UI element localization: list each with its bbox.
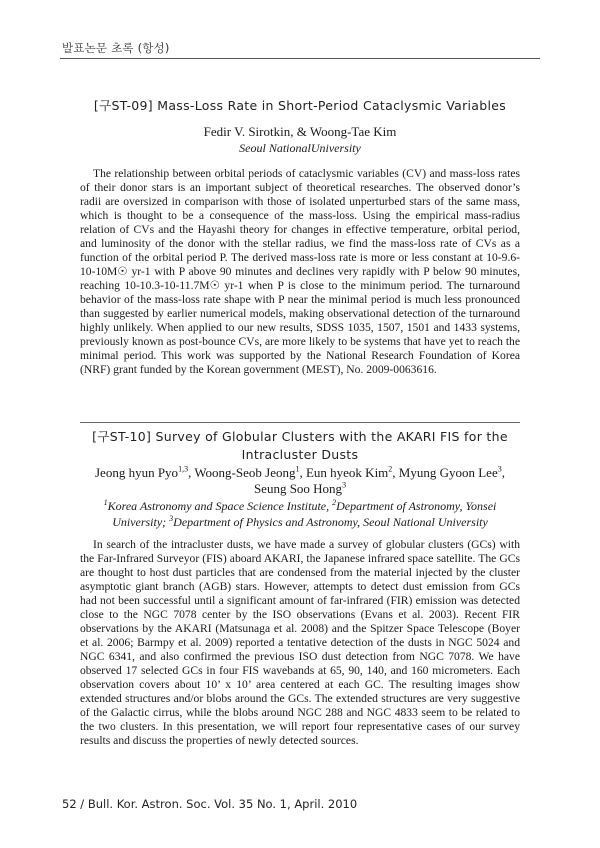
abstract2-title: [구ST-10] Survey of Globular Clusters with the AKARI FIS for the Intracluster Dusts — [92, 429, 508, 462]
abstract1-affiliation: Seoul NationalUniversity — [239, 141, 361, 155]
affiliation-mark: 1 — [103, 498, 108, 507]
author-affiliation-mark: 1,3 — [178, 464, 189, 474]
author-separator: , — [392, 465, 399, 480]
author-affiliation-mark: 1 — [295, 464, 300, 474]
affiliation-text: Department of Astronomy, Yonsei University; — [112, 499, 497, 529]
author-name: Seung Soo Hong — [253, 481, 343, 496]
affiliation-mark: 2 — [332, 498, 337, 507]
author-separator: , — [299, 465, 306, 480]
abstract2-affiliations — [85, 498, 515, 530]
author-separator: , — [188, 465, 195, 480]
author-name: Eun hyeok Kim — [305, 465, 389, 480]
author-affiliation-mark: 3 — [497, 464, 502, 474]
page-header: 발표논문 초록 (항성) — [62, 41, 170, 55]
affiliation-text: Department of Physics and Astronomy, Seoul National University — [173, 515, 488, 529]
abstract1-body: The relationship between orbital periods of cataclysmic variables (CV) and mass-loss rates of their donor stars is an important subject of theoretical researches. The observed donor’s radii are oversized in comparison with those of isolated unperturbed stars of the same mass, which is thought to be a consequence of the mass-loss. Using the empirical mass-radius relation of CVs and the Hayashi theory for changes in effective temperature, orbital period, and luminosity of the donor with the stellar radius, we find the mass-loss rate of CVs as a function of the orbital period P. The derived mass-loss rate is more or less constant at 10-9.6-10-10M☉ yr-1 with P above 90 minutes and declines very rapidly with P below 90 minutes, reaching 10-10.3-10-11.7M☉ yr-1 when P is close to the minimum period. The turnaround behavior of the mass-loss rate shape with P near the minimal period is much less pronounced than suggested by earlier numerical models, making observational detection of the turnaround highly unlikely. When applied to our new results, SDSS 1035, 1507, 1501 and 1433 systems, previously known as post-bounce CVs, are more likely to be systems that have yet to reach the minimal period. This work was supported by the National Research Foundation of Korea (NRF) grant funded by the Korean government (MEST), No. 2009-0063616. — [80, 167, 520, 376]
author-name: Woong-Seob Jeong — [194, 465, 296, 480]
affiliation-text: Korea Astronomy and Space Science Institute, — [107, 499, 333, 513]
author-separator: , — [501, 465, 505, 480]
abstract1-title: [구ST-09] Mass-Loss Rate in Short-Period Cataclysmic Variables — [93, 98, 507, 113]
abstract2-body: In search of the intracluster dusts, we have made a survey of globular clusters (GCs) with the Far-Infrared Surveyor (FIS) aboard AKARI, the Japanese infrared space satellite. The GCs are thought to host dust particles that are condensed from the material injected by the cluster asymptotic giant branch (AGB) stars. However, attempts to detect dust emission from GCs had not been successful until a significant amount of far-infrared (FIR) emission was detected close to the NGC 7078 center by the ISO observations (Evans et al. 2003). Recent FIR observations by the AKARI (Matsunaga et al. 2008) and the Spitzer Space Telescope (Boyer et al. 2006; Barmpy et al. 2009) reported a tentative detection of the dusts in NGC 5024 and NGC 6341, and also confirmed the previous ISO dust detection from NGC 7078. We have observed 17 selected GCs in four FIS wavebands at 65, 90, 140, and 160 micrometers. Each observation covers about 10’ x 10’ area centered at each GC. The resulting images show extended structures and/or blobs around the GCs. The extended structures are very suggestive of the Galactic cirrus, while the blobs around NGC 288 and NGC 4833 seem to be related to the two clusters. In this presentation, we will report four representative cases of our survey results and discuss the properties of newly detected sources. — [80, 538, 520, 747]
author-name: Myung Gyoon Lee — [398, 465, 498, 480]
page-footer: 52 / Bull. Kor. Astron. Soc. Vol. 35 No. 1, April. 2010 — [62, 797, 358, 811]
abstract2-authors — [85, 465, 515, 497]
author-affiliation-mark: 2 — [388, 464, 393, 474]
abstract1-authors: Fedir V. Sirotkin, & Woong-Tae Kim — [203, 124, 397, 139]
affiliation-mark: 3 — [169, 514, 174, 523]
section-divider — [80, 422, 520, 423]
author-affiliation-mark: 3 — [342, 480, 347, 490]
header-divider — [60, 58, 540, 59]
author-name: Jeong hyun Pyo — [95, 465, 179, 480]
